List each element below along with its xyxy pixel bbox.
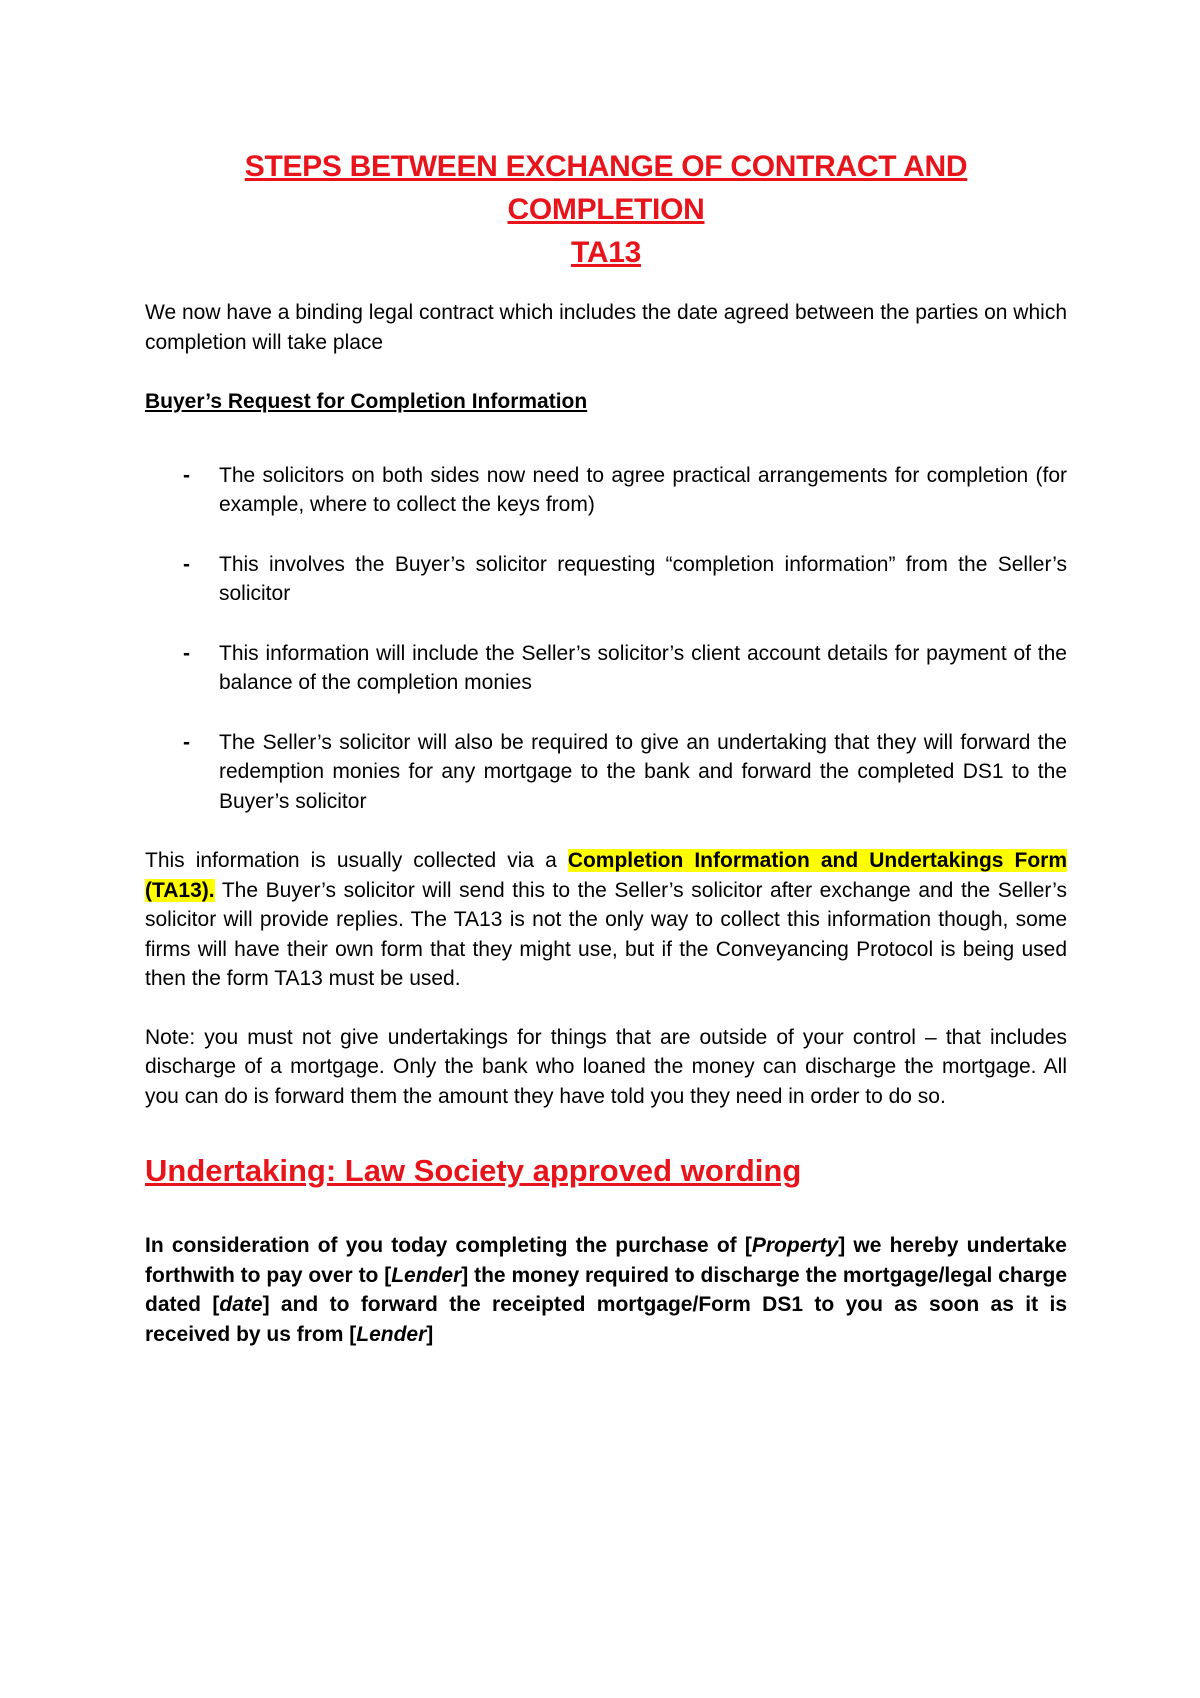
undertaking-text: ] <box>426 1322 434 1346</box>
list-item <box>145 550 1067 609</box>
document-title <box>145 145 1067 274</box>
title-line-3: TA13 <box>571 236 641 269</box>
placeholder-lender: Lender <box>356 1322 427 1346</box>
list-item <box>145 461 1067 520</box>
title-line-2: COMPLETION <box>507 193 705 226</box>
form-name-highlight: Completion Information and Undertakings Form (TA13). <box>145 849 1067 902</box>
placeholder-date: date <box>219 1293 263 1316</box>
form-paragraph <box>145 846 1067 994</box>
undertaking-text: In consideration of you today completing the purchase of [ <box>145 1234 752 1257</box>
undertaking-heading: Undertaking: Law Society approved wording <box>145 1153 802 1188</box>
undertaking-text: ] we hereby undertake forthwith to pay over to [ <box>145 1234 1067 1287</box>
list-item <box>145 639 1067 698</box>
title-line-1: STEPS BETWEEN EXCHANGE OF CONTRACT AND <box>244 150 968 183</box>
bullet-dash: - <box>183 641 190 665</box>
list-item <box>145 728 1067 817</box>
section-subheading: Buyer’s Request for Completion Information <box>145 390 588 413</box>
bullet-dash: - <box>183 552 190 576</box>
intro-paragraph: We now have a binding legal contract which includes the date agreed between the parties on which completion will take place <box>145 301 1067 354</box>
placeholder-lender: Lender <box>391 1263 462 1287</box>
list-item-text: This information will include the Seller’s solicitor’s client account details for payment of the balance of the completion monies <box>219 641 1067 694</box>
steps-list <box>145 461 1067 817</box>
list-item-text: The Seller’s solicitor will also be required to give an undertaking that they will forward the redemption monies for any mortgage to the bank and forward the completed DS1 to the Buyer’s solicitor <box>219 730 1067 813</box>
bullet-dash: - <box>183 730 190 754</box>
list-item-text: This involves the Buyer’s solicitor requesting “completion information” from the Seller’s solicitor <box>219 552 1067 605</box>
undertaking-text: ] the money required to discharge the mortgage/legal charge dated [ <box>145 1263 1068 1316</box>
undertaking-text: ] and to forward the receipted mortgage/Form DS1 to you as soon as it is received by us from [ <box>145 1293 1067 1346</box>
note-paragraph: Note: you must not give undertakings for things that are outside of your control – that includes discharge of a mortgage. Only the bank who loaned the money can discharge the mortgage. All you can do is forward them the amount they have told you they need in order to do so. <box>145 1025 1067 1108</box>
list-item-text: The solicitors on both sides now need to agree practical arrangements for completion (for example, where to collect the keys from) <box>219 463 1067 516</box>
form-paragraph-lead: This information is usually collected via a <box>145 849 568 872</box>
bullet-dash: - <box>183 463 190 487</box>
placeholder-property: Property <box>751 1234 839 1257</box>
form-paragraph-rest: The Buyer’s solicitor will send this to the Seller’s solicitor after exchange and the Seller’s solicitor will provide replies. The TA13 is not the only way to collect this information though, some firms will have their own form that they might use, but if the Conveyancing Protocol is being used then the form TA13 must be used. <box>145 878 1067 990</box>
undertaking-wording <box>145 1231 1067 1349</box>
